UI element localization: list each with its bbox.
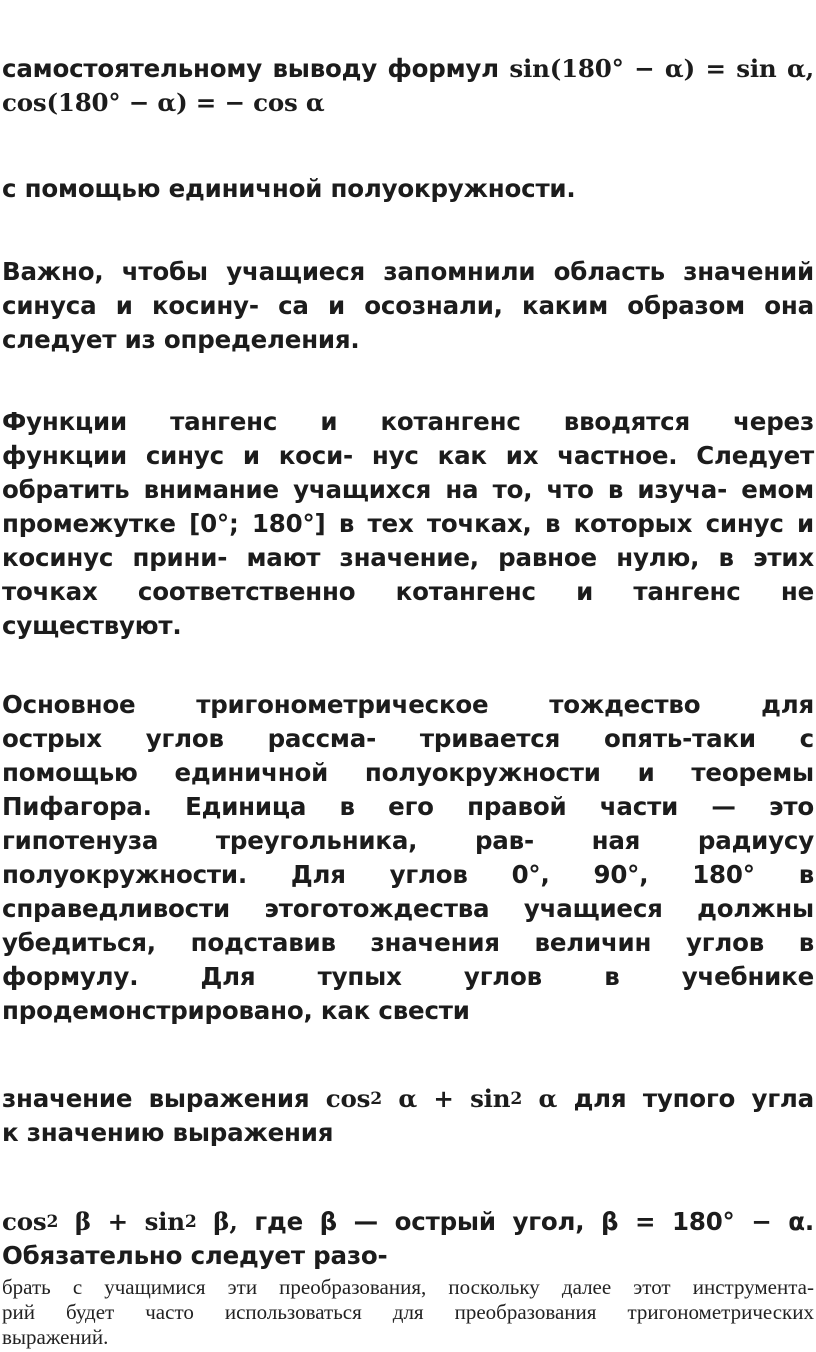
formula-part: α <box>522 1084 558 1113</box>
formula-part: α + sin <box>381 1084 511 1113</box>
text-line: продемонстрировано, как свести <box>2 996 470 1025</box>
text-line <box>2 86 814 120</box>
exponent: 2 <box>184 1211 197 1232</box>
text-line: Обязательно следует разо- <box>2 1241 388 1270</box>
exponent: 2 <box>370 1088 382 1109</box>
text-line: к значению выражения <box>2 1118 334 1147</box>
paragraph-semicircle <box>2 172 814 206</box>
text-line: функции синус и коси- нус как их частное. Следует <box>2 441 814 470</box>
text-line: точках соответственно котангенс и тангенс не <box>2 577 814 606</box>
formula-cos2-sin2-beta <box>2 1207 238 1236</box>
text-line: острых углов рассма- тривается опять-таки с <box>2 724 814 753</box>
paragraph-tangent-cotangent <box>2 405 814 643</box>
text-fragment: для тупого угла <box>557 1084 815 1113</box>
text-line: обратить внимание учащихся на то, что в изуча- емом <box>2 475 814 504</box>
text-line: Пифагора. Единица в его правой части — это <box>2 792 814 821</box>
text-line <box>2 1082 814 1116</box>
exponent: 2 <box>510 1088 523 1109</box>
text-line: синуса и косину- са и осознали, каким образом она <box>2 291 814 320</box>
text-fragment: значение выражения <box>2 1084 326 1113</box>
formula-part: cos <box>2 1207 47 1236</box>
paragraph-transformations <box>2 1275 814 1350</box>
paragraph-beta <box>2 1205 814 1273</box>
text-line: брать с учащимися эти преобразования, поскольку далее этот инструмента- <box>2 1275 814 1299</box>
text-line: гипотенуза треугольника, рав- ная радиусу <box>2 826 814 855</box>
text-line: следует из определения. <box>2 325 360 354</box>
text-line: справедливости этоготождества учащиеся должны <box>2 894 814 923</box>
formula-part: cos <box>325 1084 371 1113</box>
formula-part: β, <box>196 1207 238 1236</box>
formula-sin: sin(180° − α) = sin α, <box>509 54 814 83</box>
text-line: Основное тригонометрическое тождество для <box>2 690 814 719</box>
text-line: с помощью единичной полуокружности. <box>2 174 576 203</box>
text-line: полуокружности. Для углов 0°, 90°, 180° в <box>2 860 814 889</box>
text-line: косинус прини- мают значение, равное нулю, в этих <box>2 543 814 572</box>
paragraph-identity <box>2 688 814 1028</box>
text-line <box>2 1205 814 1239</box>
text-line: формулу. Для тупых углов в учебнике <box>2 962 814 991</box>
text-line: Функции тангенс и котангенс вводятся через <box>2 407 814 436</box>
formula-cos2-sin2-alpha <box>326 1084 557 1113</box>
text-line: выражений. <box>2 1325 109 1349</box>
paragraph-value-range <box>2 255 814 357</box>
paragraph-formulas-intro <box>2 52 814 120</box>
exponent: 2 <box>46 1211 59 1232</box>
formula-part: β + sin <box>58 1207 185 1236</box>
text-line: помощью единичной полуокружности и теоремы <box>2 758 814 787</box>
text-line: Важно, чтобы учащиеся запомнили область значений <box>2 257 814 286</box>
text-line <box>2 52 814 86</box>
text-line: существуют. <box>2 611 182 640</box>
text-line: промежутке [0°; 180°] в тех точках, в которых синус и <box>2 509 814 538</box>
text-line: рий будет часто использоваться для преобразования тригонометрических <box>2 1300 814 1324</box>
paragraph-expression <box>2 1082 814 1150</box>
text-line: убедиться, подставив значения величин углов в <box>2 928 814 957</box>
text-fragment: самостоятельному выводу формул <box>2 54 510 83</box>
formula-cos: cos(180° − α) = − cos α <box>2 88 325 117</box>
text-fragment: где β — острый угол, β = 180° − α. <box>237 1207 815 1236</box>
